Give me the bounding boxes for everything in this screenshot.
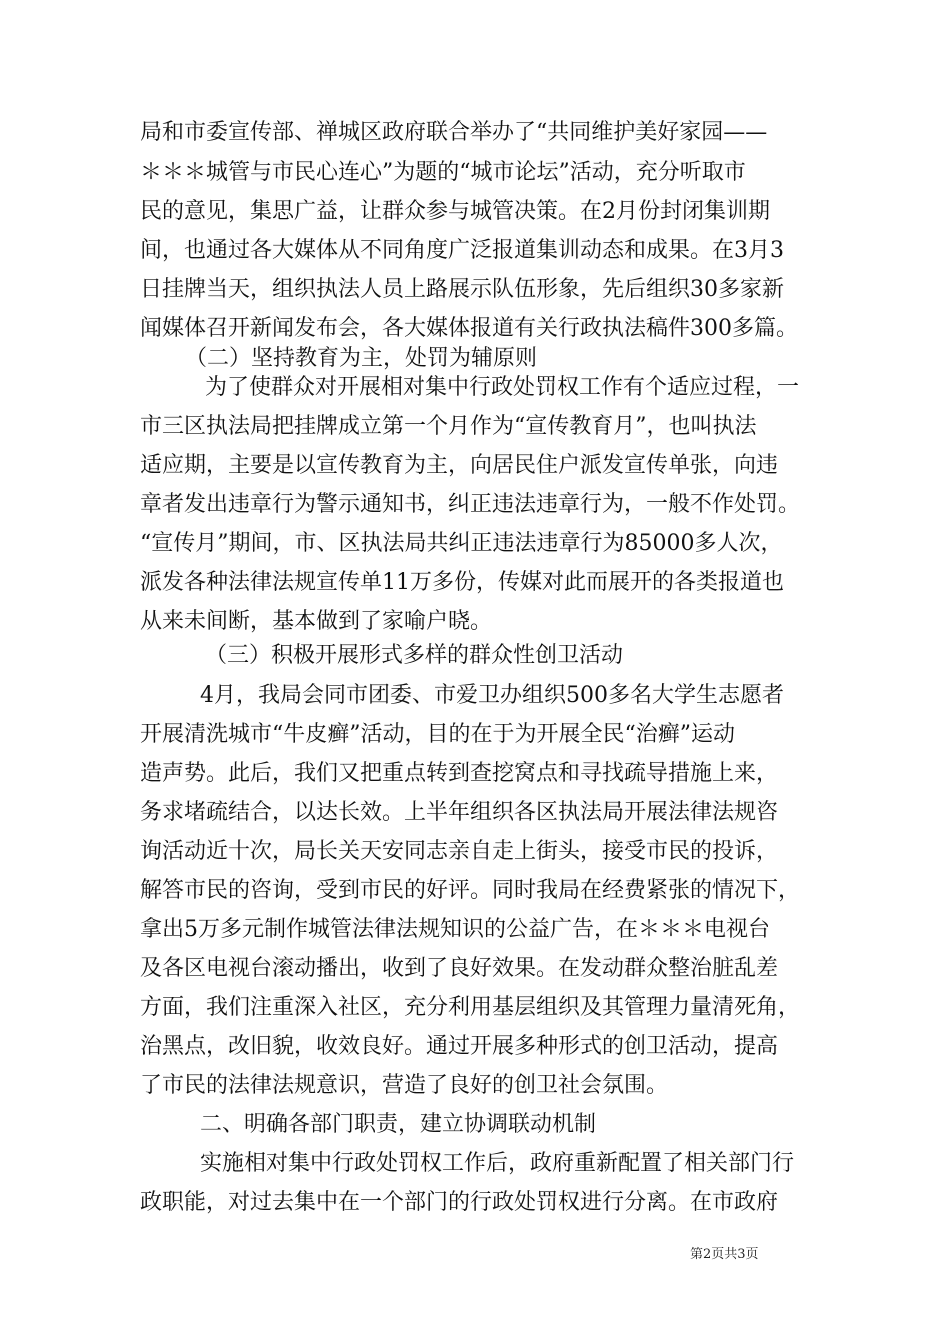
text-line: 局和市委宣传部、禅城区政府联合举办了“共同维护美好家园—— [140,120,768,145]
text-line: 及各区电视台滚动播出，收到了良好效果。在发动群众整治脏乱差 [140,956,779,981]
text-line: 闻媒体召开新闻发布会，各大媒体报道有关行政执法稿件300多篇。 [140,316,798,341]
text-line: 市三区执法局把挂牌成立第一个月作为“宣传教育月”，也叫执法 [140,414,757,439]
paragraph-first-line: 4月，我局会同市团委、市爱卫办组织500多名大学生志愿者 [200,683,784,708]
text-line: 民的意见，集思广益，让群众参与城管决策。在2月份封闭集训期 [140,199,770,224]
text-line: 政职能，对过去集中在一个部门的行政处罚权进行分离。在市政府 [140,1190,779,1215]
text-line: 务求堵疏结合，以达长效。上半年组织各区执法局开展法律法规咨 [140,800,779,825]
text-line: 开展清洗城市“牛皮癣”活动，目的在于为开展全民“治癣”运动 [140,722,735,747]
text-line: 了市民的法律法规意识，营造了良好的创卫社会氛围。 [140,1073,669,1098]
text-line: 间，也通过各大媒体从不同角度广泛报道集训动态和成果。在3月3 [140,238,784,263]
text-line: 适应期，主要是以宣传教育为主，向居民住户派发宣传单张，向违 [140,453,779,478]
text-line: 章者发出违章行为警示通知书，纠正违法违章行为，一般不作处罚。 [140,492,801,517]
paragraph-first-line: 实施相对集中行政处罚权工作后，政府重新配置了相关部门行 [200,1151,795,1176]
text-line: 日挂牌当天，组织执法人员上路展示队伍形象，先后组织30多家新 [140,277,784,302]
section-heading: （二）坚持教育为主，处罚为辅原则 [185,346,538,371]
section-heading: （三）积极开展形式多样的群众性创卫活动 [205,643,624,668]
section-heading: 二、明确各部门职责，建立协调联动机制 [200,1112,597,1137]
text-line: 造声势。此后，我们又把重点转到查挖窝点和寻找疏导措施上来， [140,761,779,786]
text-line: 方面，我们注重深入社区，充分利用基层组织及其管理力量清死角， [140,995,801,1020]
text-line: 派发各种法律法规宣传单11万多份，传媒对此而展开的各类报道也 [140,570,784,595]
text-line: 询活动近十次，局长关天安同志亲自走上街头，接受市民的投诉， [140,839,779,864]
paragraph-first-line: 为了使群众对开展相对集中行政处罚权工作有个适应过程，一 [205,375,800,400]
text-line: 解答市民的咨询，受到市民的好评。同时我局在经费紧张的情况下， [140,878,801,903]
text-line: 拿出5万多元制作城管法律法规知识的公益广告，在＊＊＊电视台 [140,917,770,942]
text-line: 从来未间断，基本做到了家喻户晓。 [140,609,493,634]
page-number-footer: 第2页共3页 [690,1247,759,1262]
text-line: 治黑点，改旧貌，收效良好。通过开展多种形式的创卫活动，提高 [140,1034,779,1059]
text-line: ＊＊＊城管与市民心连心”为题的“城市论坛”活动，充分听取市 [140,160,746,185]
text-line: “宣传月”期间，市、区执法局共纠正违法违章行为85000多人次， [140,531,783,556]
